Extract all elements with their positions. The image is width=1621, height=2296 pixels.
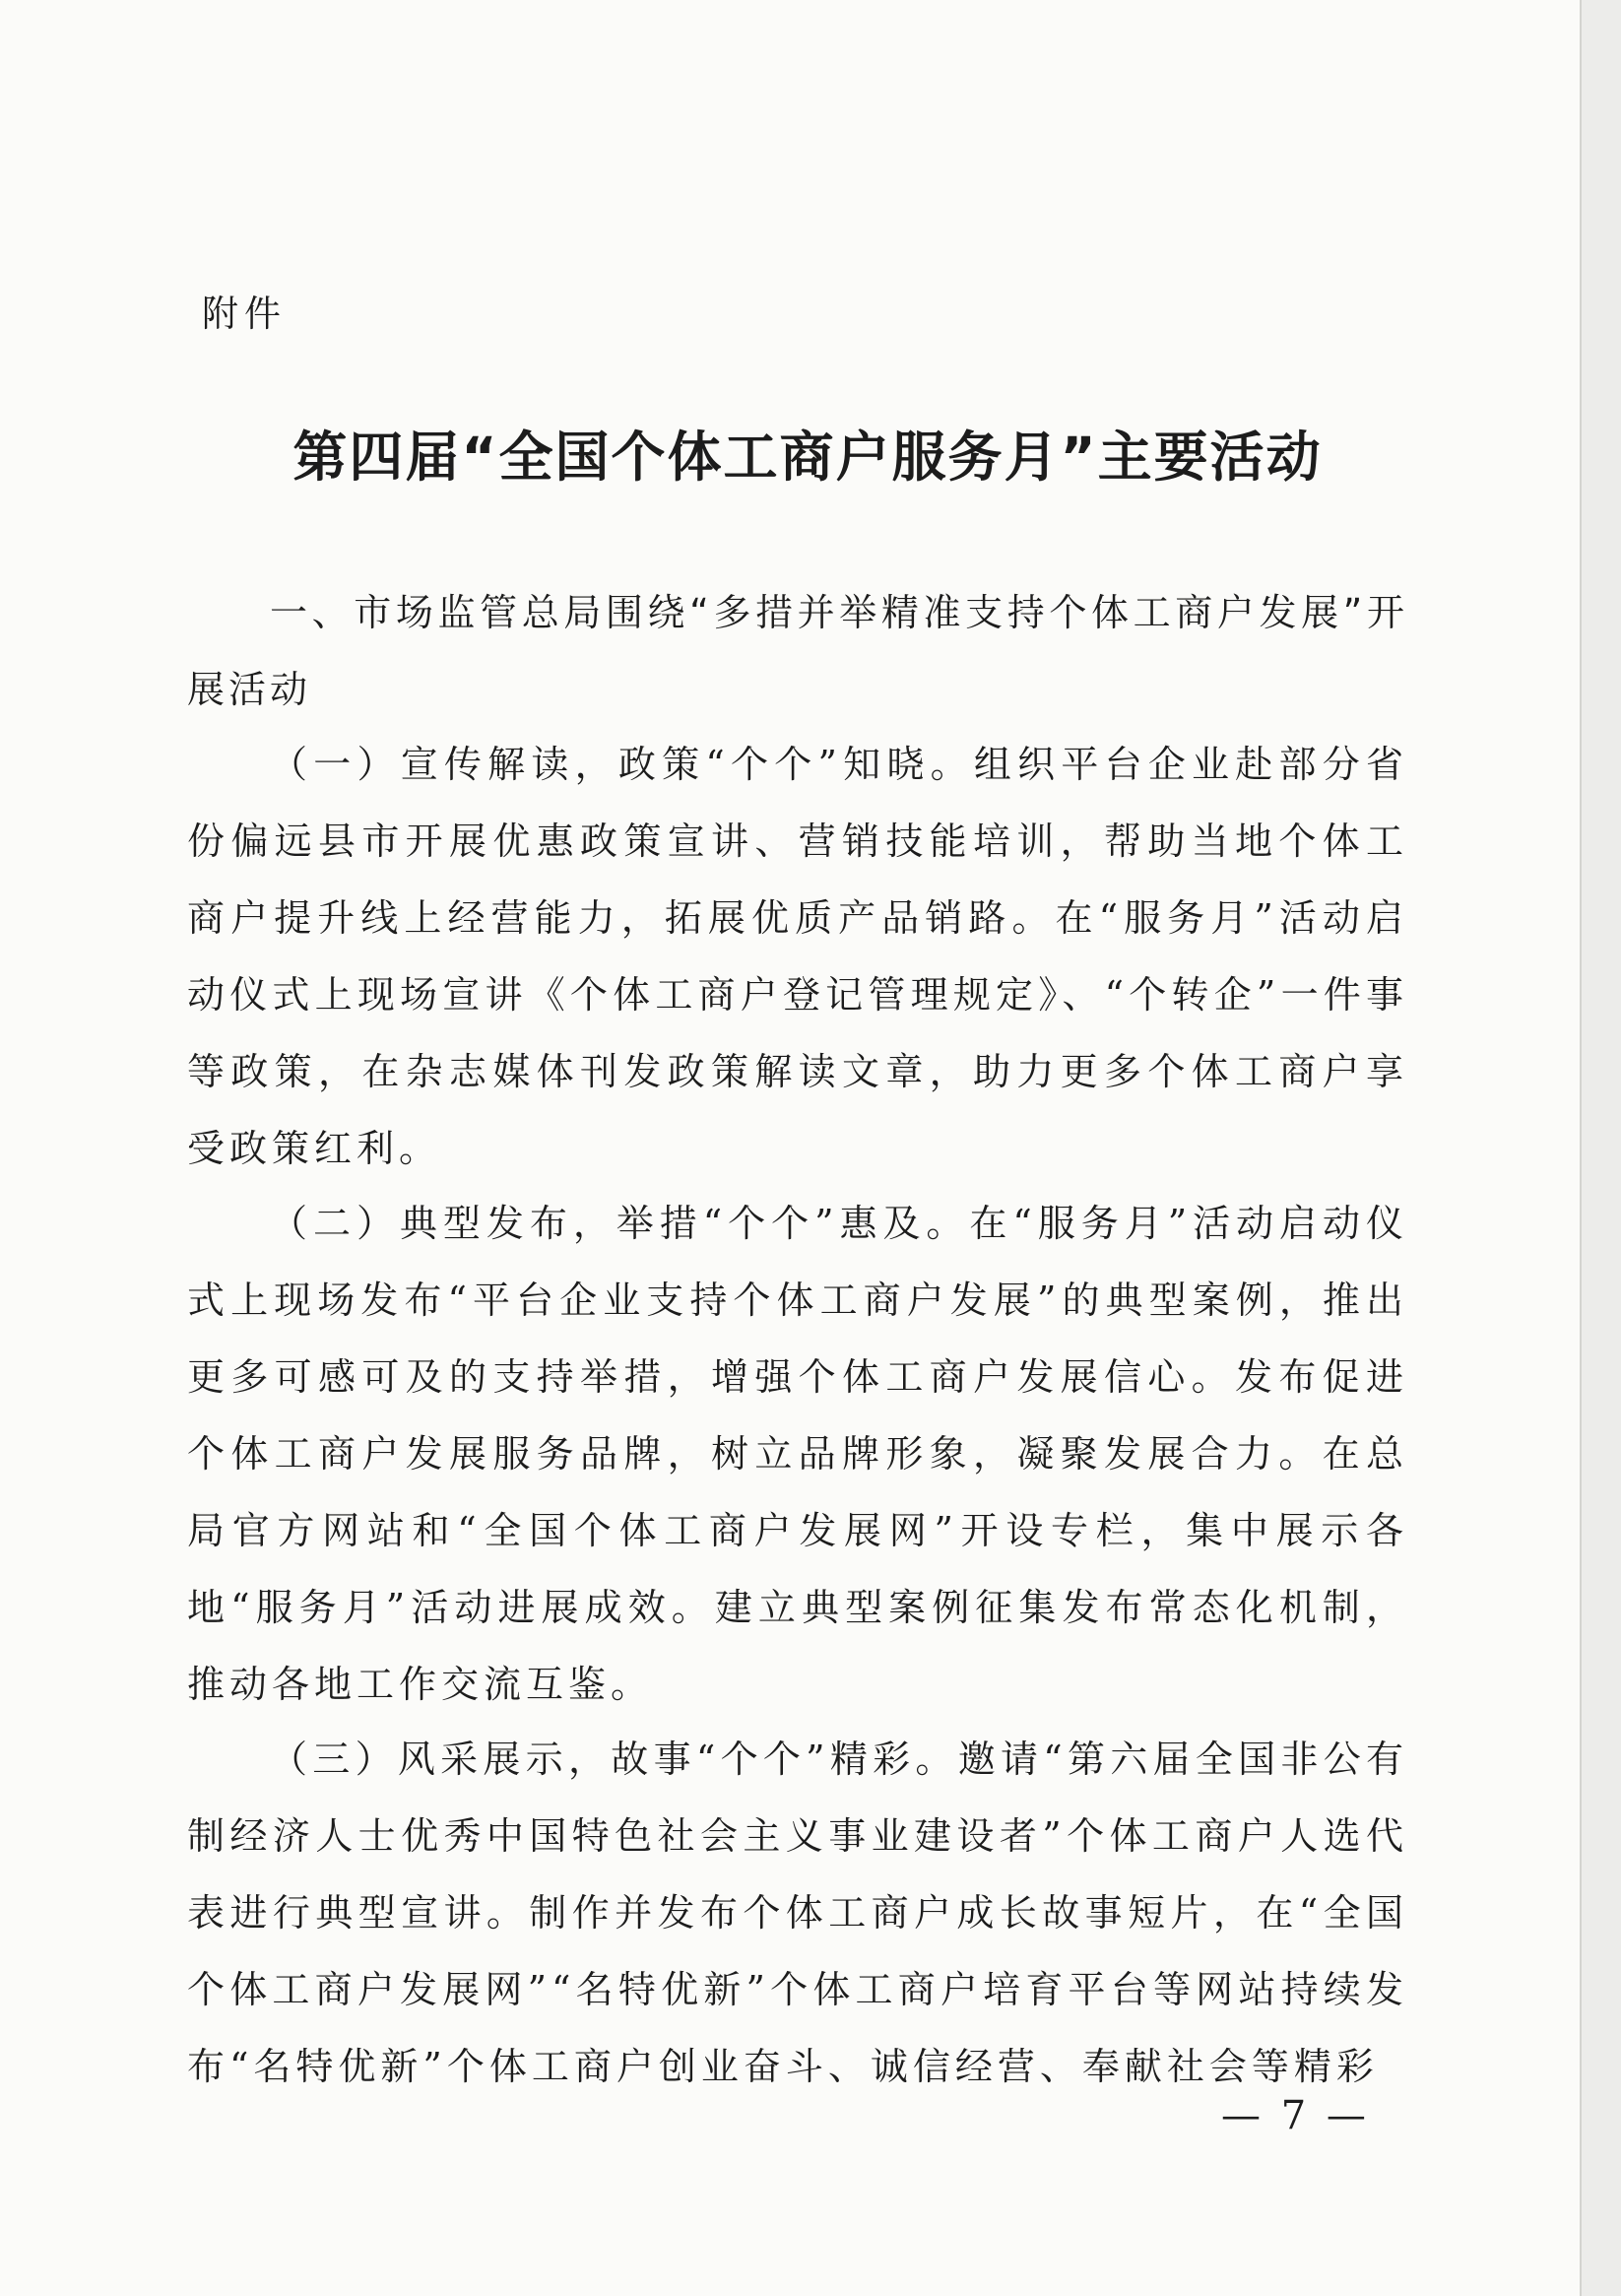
section-heading: 一、市场监管总局围绕“多措并举精准支持个体工商户发展”开展活动: [187, 591, 1408, 711]
paragraph-typical-release: （二）典型发布，举措“个个”惠及。在“服务月”活动启动仪式上现场发布“平台企业支持个体工商户发展”的典型案例，推出更多可感可及的支持举措，增强个体工商户发展信心。发布促进个体工商户发展服务品牌，树立品牌形象，凝聚发展合力。在总局官方网站和“全国个体工商户发展网”开设专栏，集中展示各地“服务月”活动进展成效。建立典型案例征集发布常态化机制，推动各地工作交流互鉴。: [187, 1202, 1408, 1706]
page-edge-shadow: [1580, 0, 1621, 2296]
paragraph-showcase: （三）风采展示，故事“个个”精彩。邀请“第六届全国非公有制经济人士优秀中国特色社会主义事业建设者”个体工商户人选代表进行典型宣讲。制作并发布个体工商户成长故事短片，在“全国个体工商户发展网”“名特优新”个体工商户培育平台等网站持续发布“名特优新”个体工商户创业奋斗、诚信经营、奉献社会等精彩: [187, 1738, 1408, 2088]
attachment-label: 附件: [202, 293, 287, 335]
page-number: — 7 —: [1221, 2093, 1370, 2138]
paragraph-publicity: （一）宣传解读，政策“个个”知晓。组织平台企业赴部分省份偏远县市开展优惠政策宣讲、营销技能培训，帮助当地个体工商户提升线上经营能力，拓展优质产品销路。在“服务月”活动启动仪式上现场宣讲《个体工商户登记管理规定》、“个转企”一件事等政策，在杂志媒体刊发政策解读文章，助力更多个体工商户享受政策红利。: [187, 743, 1408, 1170]
document-title: 第四届“全国个体工商户服务月”主要活动: [292, 426, 1323, 489]
